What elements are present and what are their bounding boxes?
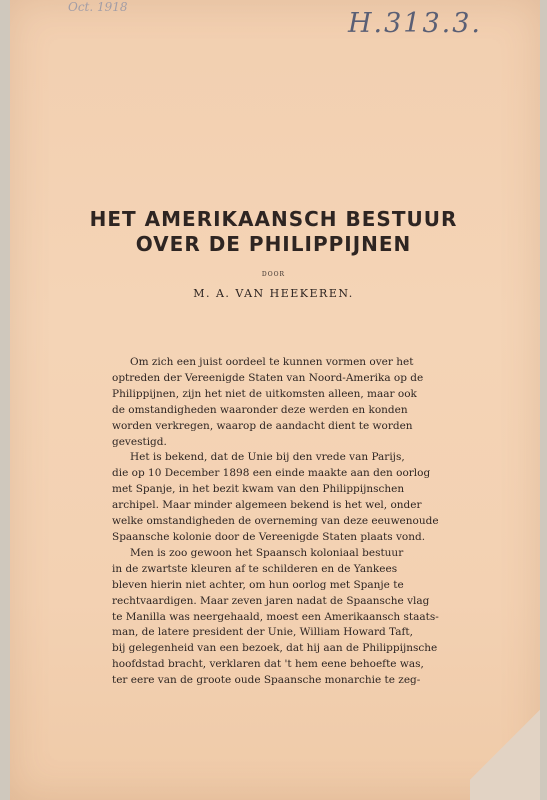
text-line: die op 10 December 1898 een einde maakte aan den oorlog [112, 467, 431, 480]
text-line: bij gelegenheid van een bezoek, dat hij aan de Philippijnsche [112, 642, 438, 655]
paragraph-3 [112, 546, 446, 689]
text-line: Het is bekend, dat de Unie bij den vrede van Parijs, [130, 451, 405, 464]
text-line: man, de latere president der Unie, William Howard Taft, [112, 626, 413, 639]
paragraph-2 [112, 450, 446, 545]
text-line: gevestigd. [112, 435, 167, 448]
handwritten-catalog-number: H.313.3. [348, 8, 483, 39]
body-text [112, 355, 446, 689]
text-line: Men is zoo gewoon het Spaansch koloniaal bestuur [130, 546, 404, 559]
document-title-line-2: OVER DE PHILIPPIJNEN [135, 232, 412, 256]
text-line: Om zich een juist oordeel te kunnen vormen over het [130, 356, 414, 368]
document-title-line-1: HET AMERIKAANSCH BESTUUR [89, 207, 458, 231]
text-line: de omstandigheden waaronder deze werden en konden [112, 403, 408, 416]
text-line: in de zwartste kleuren af te schilderen en de Yankees [112, 562, 398, 575]
text-line: met Spanje, in het bezit kwam van den Philippijnschen [112, 483, 405, 496]
paragraph-1 [112, 355, 446, 450]
text-line: welke omstandigheden de overneming van deze eeuwenoude [112, 515, 439, 528]
text-line: archipel. Maar minder algemeen bekend is het wel, onder [112, 499, 422, 512]
text-line: optreden der Vereenigde Staten van Noord-Amerika op de [112, 371, 424, 384]
text-line: worden verkregen, waarop de aandacht dient te worden [112, 419, 413, 432]
byline-prefix: DOOR [261, 271, 286, 278]
text-line: Spaansche kolonie door de Vereenigde Staten plaats vond. [112, 530, 426, 543]
text-line: bleven hierin niet achter, om hun oorlog met Spanje te [112, 578, 404, 591]
handwritten-date-note: Oct. 1918 [68, 0, 128, 14]
text-line: hoofdstad bracht, verklaren dat 't hem eene behoefte was, [112, 658, 424, 671]
text-line: rechtvaardigen. Maar zeven jaren nadat de Spaansche vlag [112, 594, 430, 607]
text-line: Philippijnen, zijn het niet de uitkomsten alleen, maar ook [112, 387, 417, 400]
author-name: M. A. VAN HEEKEREN. [193, 287, 354, 300]
text-line: te Manilla was neergehaald, moest een Amerikaansch staats- [112, 610, 439, 623]
text-line: ter eere van de groote oude Spaansche monarchie te zeg- [112, 674, 421, 687]
